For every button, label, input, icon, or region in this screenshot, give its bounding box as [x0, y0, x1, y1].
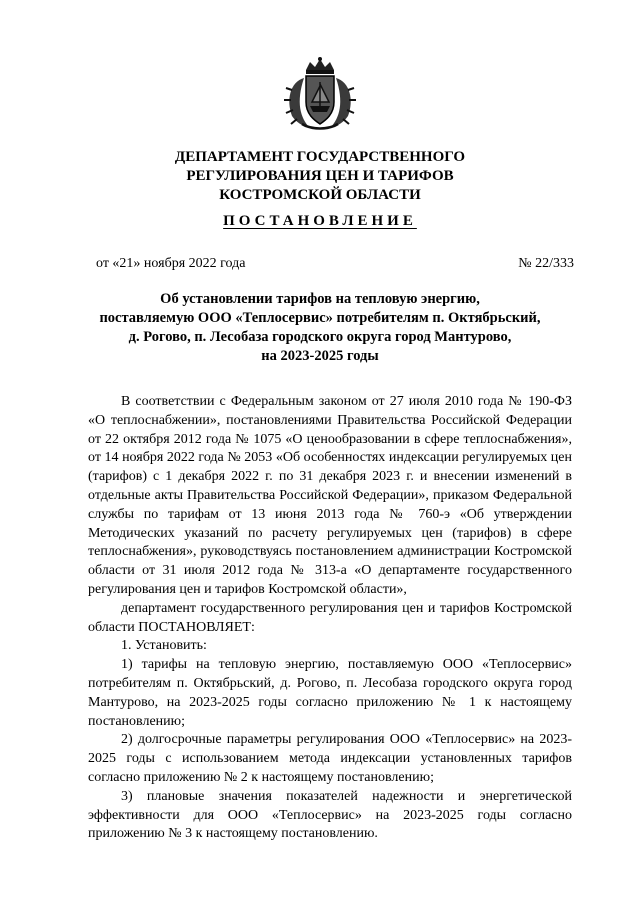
subject-line: на 2023-2025 годы [261, 348, 379, 364]
preamble-paragraph: В соответствии с Федеральным законом от 27 июля 2010 года № 190-ФЗ «О теплоснабжении», постановлениями Правительства Российской Федерации от 22 октября 2012 года № 1075 «О ценообразовании в сфере теплоснабжения», от 14 ноября 2022 года № 2053 «Об особенностях индексации регулируемых цен (тарифов) с 1 декабря 2022 г. по 31 декабря 2023 г. и внесении изменений в отдельные акты Правительства Российской Федерации», приказом Федеральной службы по тарифам от 13 июня 2013 года № 760-э «Об утверждении Методических указаний по расчету регулируемых цен (тарифов) в сфере теплоснабжения», руководствуясь постановлением администрации Костромской области от 31 июля 2012 года № 313-а «О департаменте государственного регулирования цен и тарифов Костромской области», [88, 394, 572, 597]
clause-paragraph: 1. Установить: [121, 638, 207, 654]
department-name [60, 148, 580, 205]
resolve-paragraph: департамент государственного регулирования цен и тарифов Костромской области ПОСТАНОВЛЯЕТ: [88, 600, 572, 635]
department-line: ДЕПАРТАМЕНТ ГОСУДАРСТВЕННОГО [174, 149, 466, 165]
document-body [88, 393, 572, 844]
clause-item: 3) плановые значения показателей надежности и энергетической эффективности для ООО «Теплосервис» на 2023-2025 годы согласно приложению № 3 к настоящему постановлению. [88, 788, 572, 842]
document-subject [60, 290, 580, 366]
subject-line: поставляемую ООО «Теплосервис» потребителям п. Октябрьский, [99, 310, 541, 326]
department-line: КОСТРОМСКОЙ ОБЛАСТИ [219, 187, 421, 203]
clause-item: 2) долгосрочные параметры регулирования ООО «Теплосервис» на 2023-2025 годы с использованием метода индексации установленных тарифов согласно приложению № 2 к настоящему постановлению; [88, 732, 572, 785]
coat-of-arms-icon [282, 56, 358, 132]
document-date: от «21» ноября 2022 года [96, 256, 246, 271]
subject-line: д. Рогово, п. Лесобаза городского округа город Мантурово, [128, 329, 512, 345]
clause-item: 1) тарифы на тепловую энергию, поставляемую ООО «Теплосервис» потребителям п. Октябрьский, д. Рогово, п. Лесобаза городского округа город Мантурово, на 2023-2025 годы согласно приложению № 1 к настоящему постановлению; [88, 657, 572, 729]
document-number: № 22/333 [518, 256, 574, 271]
document-type-title: ПОСТАНОВЛЕНИЕ [223, 213, 417, 229]
subject-line: Об установлении тарифов на тепловую энергию, [160, 291, 480, 307]
department-line: РЕГУЛИРОВАНИЯ ЦЕН И ТАРИФОВ [186, 168, 454, 184]
